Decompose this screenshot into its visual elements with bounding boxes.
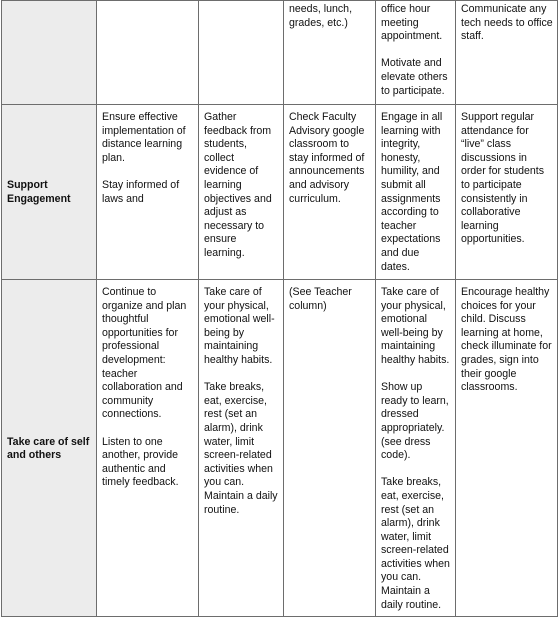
table-cell <box>97 105 199 280</box>
table-cell <box>284 105 376 280</box>
cell-paragraph: Continue to organize and plan thoughtful opportunities for professional development: teacher collaboration and community connections. <box>102 286 187 421</box>
cell-paragraph: Show up ready to learn, dressed appropriately. (see dress code). <box>381 381 449 462</box>
cell-paragraph: Engage in all learning with integrity, honesty, humility, and submit all assignments according to teacher expectations and due dates. <box>381 111 443 273</box>
cell-paragraph: Communicate any tech needs to office staff. <box>461 3 553 43</box>
table-cell <box>456 280 558 617</box>
cell-paragraph: office hour meeting appointment. <box>381 3 443 43</box>
table-cell <box>456 105 558 280</box>
cell-paragraph: Ensure effective implementation of distance learning plan. <box>102 111 186 164</box>
cell-paragraph: Take care of your physical, emotional well-being by maintaining healthy habits. <box>381 286 450 366</box>
cell-paragraph: needs, lunch, grades, etc.) <box>289 3 353 29</box>
cell-paragraph: (See Teacher column) <box>289 286 352 312</box>
table-cell <box>199 1 284 105</box>
cell-paragraph: Gather feedback from students, collect evidence of learning objectives and adjust as necessary to ensure learning. <box>204 111 272 259</box>
row-header: Support Engagement <box>2 105 97 280</box>
cell-paragraph: Take breaks, eat, exercise, rest (set an alarm), drink water, limit screen-related activities when you can. Maintain a daily routine. <box>381 476 450 611</box>
table-cell <box>199 105 284 280</box>
continued-row <box>2 1 558 105</box>
table-cell <box>376 280 456 617</box>
cell-paragraph: Stay informed of laws and <box>102 178 180 205</box>
table-cell <box>97 280 199 617</box>
cell-paragraph: Encourage healthy choices for your child. Discuss learning at home, check illuminate for grades, sign into their google classrooms. <box>461 286 552 394</box>
cell-paragraph: Check Faculty Advisory google classroom to stay informed of announcements and advisory curriculum. <box>289 111 365 205</box>
cell-paragraph: Take care of your physical, emotional well-being by maintaining healthy habits. <box>204 286 275 366</box>
cell-paragraph: Listen to one another, provide authentic and timely feedback. <box>102 435 179 489</box>
table-cell <box>284 1 376 105</box>
table-cell <box>376 105 456 280</box>
take-care-row <box>2 280 558 617</box>
row-header: Take care of self and others <box>2 280 97 617</box>
cell-paragraph: Support regular attendance for “live” class discussions in order for students to participate consistently in collaborative learning opportunities. <box>461 111 545 246</box>
table-cell <box>97 1 199 105</box>
cell-paragraph: Motivate and elevate others to participate. <box>381 57 448 97</box>
table-cell <box>456 1 558 105</box>
cell-paragraph: Take breaks, eat, exercise, rest (set an alarm), drink water, limit screen-related activities when you can. Maintain a daily routine. <box>204 381 278 516</box>
row-header <box>2 1 97 105</box>
table-cell <box>284 280 376 617</box>
responsibilities-table <box>1 0 558 617</box>
support-engagement-row <box>2 105 558 280</box>
table-cell <box>199 280 284 617</box>
table-cell <box>376 1 456 105</box>
